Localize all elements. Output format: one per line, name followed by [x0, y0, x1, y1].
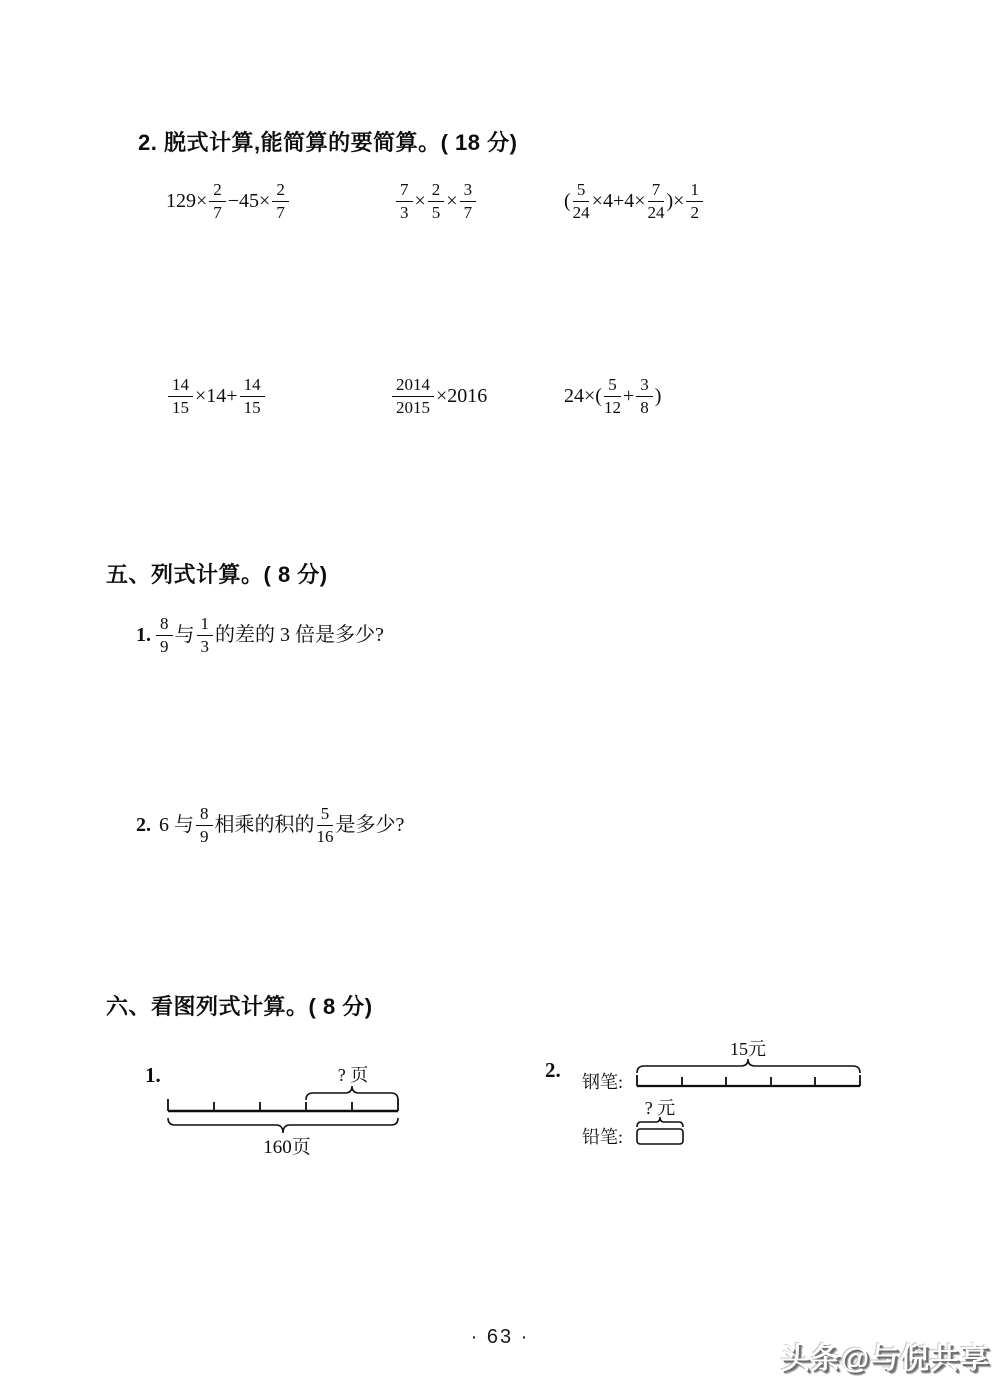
diagram1-top-brace [306, 1086, 398, 1100]
section6-title: 六、看图列式计算。( 8 分) [106, 994, 373, 1019]
fraction [156, 614, 173, 656]
fraction-numerator: 5 [604, 375, 621, 397]
diagram2-pencil-unknown-label: ? 元 [644, 1098, 676, 1118]
fraction-numerator: 2 [272, 180, 289, 202]
diagram2-pen-brace [637, 1059, 860, 1073]
question1-text [154, 614, 384, 656]
fraction-denominator: 2 [690, 202, 699, 222]
fraction-numerator: 7 [648, 180, 665, 202]
fraction [460, 180, 477, 222]
math-text: ( [564, 190, 571, 212]
fraction [197, 614, 214, 656]
fraction-numerator: 7 [396, 180, 413, 202]
calc-section-title: 2. 脱式计算,能简算的要简算。( 18 分) [138, 130, 518, 155]
math-expression-3 [564, 172, 705, 230]
diagram-pages-bar-model [140, 1050, 440, 1165]
math-text: −45× [227, 190, 271, 212]
math-text: ×14+ [195, 385, 238, 407]
fraction-denominator: 9 [200, 826, 209, 846]
section5-question-2 [136, 796, 404, 854]
math-expression-6 [564, 367, 661, 425]
fraction-numerator: 3 [460, 180, 477, 202]
fraction [272, 180, 289, 222]
fraction-denominator: 15 [243, 397, 261, 417]
diagram2-pen-name: 钢笔: [582, 1072, 624, 1092]
fraction [317, 804, 334, 846]
question1-number: 1. [136, 623, 151, 646]
math-expression-1 [166, 172, 291, 230]
diagram2-number: 2. [545, 1058, 561, 1082]
fraction-denominator: 7 [276, 202, 285, 222]
fraction-denominator: 7 [213, 202, 222, 222]
fraction-denominator: 9 [160, 636, 169, 656]
question2-number: 2. [136, 813, 151, 836]
fraction-numerator: 8 [156, 614, 173, 636]
diagram2-pen-bar-ticks [637, 1075, 860, 1086]
fraction-numerator: 8 [196, 804, 213, 826]
math-text: ×4+4× [591, 190, 646, 212]
diagram1-bar-ticks [168, 1099, 398, 1111]
diagram1-total-label: 160页 [263, 1137, 311, 1158]
math-text: 6 与 [154, 814, 194, 836]
watermark-text: 头条@与倪共享 [780, 1343, 990, 1375]
fraction-numerator: 5 [317, 804, 334, 826]
fraction [168, 375, 193, 417]
page-number: · 63 · [470, 1326, 530, 1348]
question2-text [154, 804, 404, 846]
fraction [392, 375, 434, 417]
fraction [428, 180, 445, 222]
math-text: ×2016 [436, 385, 488, 407]
diagram1-number: 1. [145, 1063, 161, 1087]
math-text: 24×( [564, 385, 602, 407]
math-expression-5 [390, 367, 487, 425]
fraction-denominator: 24 [572, 202, 590, 222]
diagram2-pen-total-label: 15元 [730, 1039, 766, 1059]
math-text: × [414, 190, 426, 212]
fraction [396, 180, 413, 222]
fraction-numerator: 5 [573, 180, 590, 202]
fraction-denominator: 3 [200, 636, 209, 656]
fraction [604, 375, 621, 417]
fraction-denominator: 24 [647, 202, 665, 222]
diagram2-pencil-name: 铅笔: [582, 1127, 624, 1147]
fraction-denominator: 16 [316, 826, 334, 846]
fraction-denominator: 8 [640, 397, 649, 417]
diagram2-pencil-brace [637, 1117, 683, 1127]
fraction-denominator: 3 [400, 202, 409, 222]
fraction-numerator: 2 [428, 180, 445, 202]
diagram2-pencil-bar [637, 1129, 683, 1144]
math-text: 129× [166, 190, 208, 212]
fraction-numerator: 2014 [392, 375, 434, 397]
diagram1-bottom-brace [168, 1118, 398, 1133]
math-text: × [446, 190, 458, 212]
math-text: 是多少? [335, 814, 405, 836]
section5-title: 五、列式计算。( 8 分) [106, 562, 328, 587]
math-text: + [622, 385, 635, 407]
fraction-numerator: 2 [209, 180, 226, 202]
math-expression-4 [166, 367, 267, 425]
fraction-denominator: 2015 [396, 397, 430, 417]
fraction [196, 804, 213, 846]
fraction [636, 375, 653, 417]
math-expression-2 [394, 172, 478, 230]
diagram1-unknown-label: ? 页 [337, 1065, 369, 1085]
fraction-numerator: 1 [197, 614, 214, 636]
fraction-denominator: 12 [603, 397, 621, 417]
fraction-numerator: 1 [686, 180, 703, 202]
fraction-denominator: 5 [431, 202, 441, 222]
math-text: 与 [174, 624, 195, 646]
math-text: )× [666, 190, 685, 212]
fraction-numerator: 3 [636, 375, 653, 397]
fraction-numerator: 14 [240, 375, 265, 397]
fraction [209, 180, 226, 222]
fraction [648, 180, 665, 222]
math-text: 相乘的积的 [214, 814, 315, 836]
diagram-pen-pencil-bar-model [530, 1030, 890, 1155]
math-text: 的差的 3 倍是多少? [215, 624, 384, 646]
fraction [686, 180, 703, 222]
fraction-numerator: 14 [168, 375, 193, 397]
fraction-denominator: 15 [172, 397, 189, 417]
fraction [240, 375, 265, 417]
math-text: ) [654, 385, 662, 407]
fraction-denominator: 7 [463, 202, 473, 222]
fraction [573, 180, 590, 222]
section5-question-1 [136, 606, 384, 664]
